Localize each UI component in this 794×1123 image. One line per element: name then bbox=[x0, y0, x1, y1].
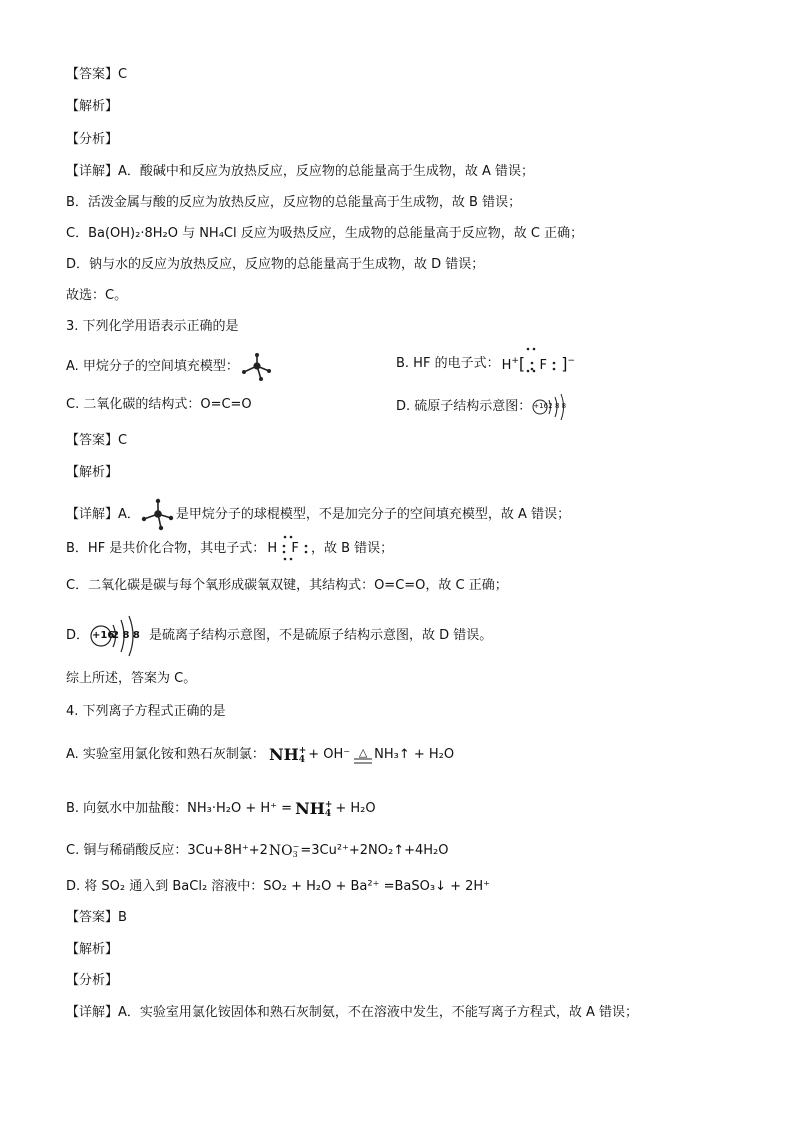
q4-option-b: B. 向氨水中加盐酸：NH₃·H₂O + H⁺ = NH + 4 + H₂O bbox=[66, 799, 376, 819]
methane-ball-stick-icon bbox=[239, 352, 275, 382]
nucleus-charge: +16 bbox=[92, 630, 115, 641]
sulfur-ion-diagram-large bbox=[89, 614, 149, 658]
sulfur-ion-diagram-small bbox=[531, 392, 577, 422]
q4-option-a: A. 实验室用氯化铵和熟石灰制氯： NH + 4 + OH⁻ △ NH₃↑ + H₂O bbox=[66, 745, 455, 765]
nucleus-charge: +16 bbox=[533, 402, 549, 410]
q3-detail-d: D． +16 2 8 8 是硫离子结构示意图，不是硫原子结构示意图，故 D 错误。 bbox=[66, 614, 492, 658]
methane-ball-stick-icon bbox=[140, 498, 176, 532]
hf-ionic-formula-wrong: H+[ F ]− bbox=[500, 352, 575, 375]
q2-fenxi-heading: 【分析】 bbox=[66, 132, 119, 147]
q4-stem: 4. 下列离子方程式正确的是 bbox=[66, 704, 226, 719]
q2-detail-b: B．活泼金属与酸的反应为放热反应，反应物的总能量高于生成物，故 B 错误； bbox=[66, 195, 522, 210]
heat-equals-sign: △ bbox=[354, 747, 372, 764]
q4-answer: 【答案】B bbox=[66, 910, 127, 925]
q4-detail-a: 【详解】A．实验室用氯化铵固体和熟石灰制氨，不在溶液中发生，不能写离子方程式，故 A 错误； bbox=[66, 1005, 639, 1020]
shell-electrons: 2 8 8 bbox=[112, 630, 140, 641]
lone-pair-dots-icon bbox=[524, 368, 538, 374]
q3-option-b-label: B. HF 的电子式： bbox=[396, 355, 500, 371]
ammonium-ion: NH + 4 bbox=[295, 799, 333, 819]
q2-detail-d: D．钠与水的反应为放热反应，反应物的总能量高于生成物，故 D 错误； bbox=[66, 257, 485, 272]
q3-option-a bbox=[66, 352, 275, 382]
q3-detail-a: 【详解】A． 是甲烷分子的球棍模型，不是加完分子的空间填充模型，故 A 错误； bbox=[66, 498, 570, 532]
q2-detail-a: 【详解】A．酸碱中和反应为放热反应，反应物的总能量高于生成物，故 A 错误； bbox=[66, 164, 535, 179]
lone-pair-dots-icon bbox=[551, 359, 557, 373]
equals-bar-icon bbox=[354, 758, 372, 764]
q3-detail-b: B．HF 是共价化合物，其电子式： H F ，故 B 错误； bbox=[66, 540, 393, 558]
q3-option-d-label: D. 硫原子结构示意图： bbox=[396, 399, 532, 414]
q2-detail-c: C．Ba(OH)₂·8H₂O 与 NH₄Cl 反应为吸热反应，生成物的总能量高于反应物，故 C 正确； bbox=[66, 226, 584, 241]
q3-option-b bbox=[396, 352, 575, 375]
lone-pair-dots-icon bbox=[524, 346, 538, 352]
q3-stem: 3. 下列化学用语表示正确的是 bbox=[66, 319, 239, 334]
shell-electrons: 2 8 8 bbox=[548, 402, 567, 410]
lone-pair-dots-icon bbox=[281, 556, 295, 562]
q4-fenxi-heading: 【分析】 bbox=[66, 973, 119, 988]
lone-pair-dots-icon bbox=[303, 542, 309, 556]
q2-analysis-heading: 【解析】 bbox=[66, 99, 119, 114]
lone-pair-dots-icon bbox=[281, 534, 295, 540]
ammonium-ion: NH + 4 bbox=[268, 745, 307, 765]
q3-option-d bbox=[396, 392, 577, 422]
q3-option-a-label: A. 甲烷分子的空间填充模型： bbox=[66, 359, 239, 374]
q3-conclusion: 综上所述，答案为 C。 bbox=[66, 671, 197, 686]
q4-option-d: D. 将 SO₂ 通入到 BaCl₂ 溶液中：SO₂ + H₂O + Ba²⁺ =BaSO₃↓ + 2H⁺ bbox=[66, 879, 491, 894]
q3-answer: 【答案】C bbox=[66, 433, 128, 448]
q3-analysis-heading: 【解析】 bbox=[66, 465, 119, 480]
q4-option-c: C. 铜与稀硝酸反应：3Cu+8H⁺+2 NO − 3 =3Cu²⁺+2NO₂↑+4H₂O bbox=[66, 842, 449, 859]
nitrate-ion: NO − 3 bbox=[268, 842, 300, 859]
hf-covalent-formula: H F bbox=[265, 540, 311, 558]
q2-answer: 【答案】C bbox=[66, 67, 128, 82]
lone-pair-dots-icon bbox=[281, 542, 287, 556]
q4-analysis-heading: 【解析】 bbox=[66, 942, 119, 957]
q3-detail-c: C．二氧化碳是碳与每个氧形成碳氧双键，其结构式：O=C=O，故 C 正确； bbox=[66, 578, 508, 593]
q2-conclusion: 故选：C。 bbox=[66, 288, 128, 303]
q3-option-c: C. 二氧化碳的结构式：O=C=O bbox=[66, 397, 252, 412]
